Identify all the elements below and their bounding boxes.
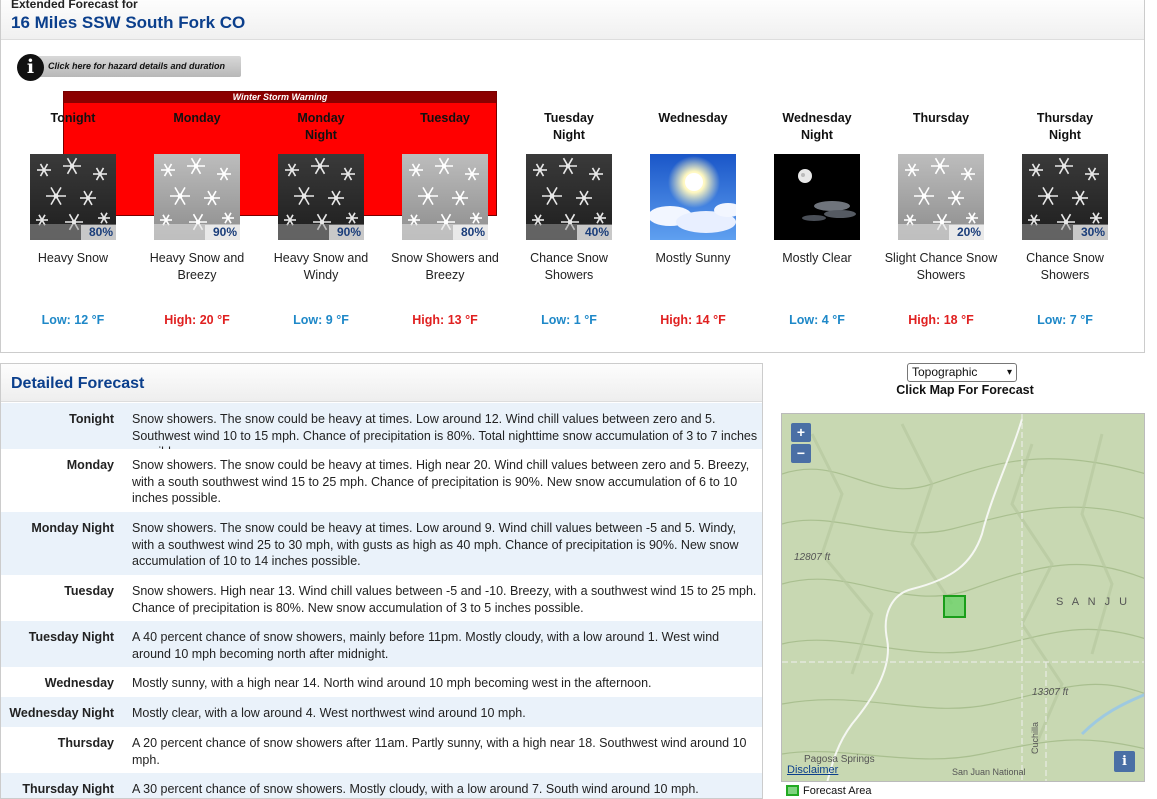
forest-label: San Juan National [952,767,1026,777]
side-label: Cuchilla [1030,721,1040,754]
detailed-forecast-header [1,364,762,402]
detailed-forecast-row [1,773,762,799]
detailed-forecast-row [1,575,762,621]
map-info-button[interactable]: i [1114,751,1135,772]
period-name: Wednesday Night [782,111,852,142]
period-temperature: High: 20 °F [164,313,230,327]
warning-label[interactable]: Winter Storm Warning [64,92,496,103]
period-name: Monday [173,111,221,125]
row-period-label: Wednesday [44,676,114,690]
forecast-area-swatch [786,785,799,796]
info-icon[interactable]: i [17,54,44,81]
peak-label: 13307 ft [1032,687,1069,698]
forecast-period[interactable] [1003,110,1127,327]
row-period-label: Monday [66,458,114,472]
row-forecast-text: Snow showers. The snow could be heavy at times. Low around 12. Wind chill values between zero and 5. Southwest wind 10 to 15 mph. Chance of precipitation is 80%. Total nighttime snow accumulation of 3 to 7 inches [132,412,758,443]
mostly-clear-night-icon[interactable] [774,154,860,240]
forecast-period[interactable] [259,110,383,327]
row-period-label: Thursday [57,736,114,750]
forecast-period[interactable] [879,110,1003,327]
period-short-forecast: Heavy Snow and Breezy [149,251,245,282]
precip-chance: 90% [329,225,364,240]
detailed-forecast-row [1,512,762,575]
forecast-header [1,0,1144,40]
row-forecast-text: Mostly sunny, with a high near 14. North wind around 10 mph becoming west in the afternoon. [132,676,652,690]
period-temperature: High: 18 °F [908,313,974,327]
row-forecast-text: A 30 percent chance of snow showers. Mostly cloudy, with a low around 7. South wind around 10 mph. [132,782,699,796]
precip-chance: 30% [1073,225,1108,240]
row-forecast-text: Snow showers. The snow could be heavy at times. High near 20. Wind chill values between zero and 5. Breezy, with a south southwest wind 15 to 25 mph. Chance of precipitation is 90%. New snow accumulation of 6 to 10 inches possible. [132,458,750,505]
forecast-period[interactable] [631,110,755,327]
day-snow-icon[interactable] [402,154,488,240]
period-name: Thursday [912,111,970,125]
period-temperature: High: 13 °F [412,313,478,327]
row-period-label: Monday Night [31,521,114,535]
row-forecast-text: A 20 percent chance of snow showers after 11am. Partly sunny, with a high near 18. Southwest wind around 10 mph. [132,736,747,767]
detailed-forecast-row [1,727,762,773]
period-temperature: High: 14 °F [660,313,726,327]
period-name: Monday Night [297,111,345,142]
detailed-forecast-row [1,621,762,667]
period-short-forecast: Mostly Clear [782,251,852,265]
period-name: Tuesday Night [544,111,594,142]
precip-chance: 20% [949,225,984,240]
row-period-label: Thursday Night [22,782,114,796]
row-forecast-text: Mostly clear, with a low around 4. West northwest wind around 10 mph. [132,706,526,720]
hazard-button-label[interactable]: Click here for hazard details and duration [48,61,226,71]
period-name: Tonight [50,111,96,125]
chevron-down-icon[interactable]: ▾ [1006,367,1012,378]
hazard-details-button[interactable] [17,54,241,80]
row-forecast-text: Snow showers. High near 13. Wind chill values between -5 and -10. Breezy, with a southwest wind 15 to 25 mph. Chance of precipitation is 80%. New snow accumulation of 3 to 5 inches possible. [132,584,757,615]
precip-chance: 90% [205,225,240,240]
period-temperature: Low: 12 °F [41,313,105,327]
period-name: Tuesday [420,111,470,125]
row-period-label: Tuesday [64,584,114,598]
detailed-forecast-row [1,697,762,727]
forecast-map[interactable] [781,413,1145,782]
period-short-forecast: Snow Showers and Breezy [391,251,499,282]
period-temperature: Low: 9 °F [293,313,349,327]
period-short-forecast: Heavy Snow and Windy [273,251,369,282]
precip-chance: 80% [453,225,488,240]
detailed-forecast-row [1,403,762,449]
range-label: S A N J U [1056,596,1131,608]
night-snow-icon[interactable] [526,154,612,240]
day-snow-icon[interactable] [154,154,240,240]
period-short-forecast: Mostly Sunny [655,251,731,265]
period-name: Wednesday [658,111,728,125]
map-type-select[interactable] [907,363,1017,382]
row-forecast-text: A 40 percent chance of snow showers, mainly before 11pm. Mostly cloudy, with a low around 1. West wind around 10 mph becoming north after midnight. [132,630,720,661]
forecast-period[interactable] [11,110,135,327]
town-label: Pagosa Springs [804,754,875,765]
detailed-forecast-row [1,449,762,512]
extended-forecast-panel [0,0,1145,353]
period-temperature: Low: 1 °F [541,313,597,327]
forecast-period[interactable] [755,110,879,327]
disclaimer-link[interactable]: Disclaimer [787,764,839,776]
zoom-in-button[interactable]: + [791,423,811,442]
night-snow-icon[interactable] [278,154,364,240]
forecast-location: 16 Miles SSW South Fork CO [11,13,246,32]
detailed-forecast-row [1,667,762,697]
forecast-period[interactable] [135,110,259,327]
night-snow-icon[interactable] [30,154,116,240]
day-snow-icon[interactable] [898,154,984,240]
forecast-period[interactable] [383,110,507,327]
row-period-label: Wednesday Night [9,706,114,720]
forecast-period[interactable] [507,110,631,327]
period-short-forecast: Chance Snow Showers [530,251,608,282]
row-period-label: Tonight [69,412,114,426]
period-name: Thursday Night [1036,111,1094,142]
legend-label: Forecast Area [803,785,872,797]
zoom-out-button[interactable]: − [791,444,811,463]
period-short-forecast: Heavy Snow [37,251,109,265]
detailed-forecast-title: Detailed Forecast [11,375,145,392]
forecast-area-marker[interactable] [944,596,965,617]
precip-chance: 40% [577,225,612,240]
period-short-forecast: Chance Snow Showers [1026,251,1104,282]
mostly-sunny-icon[interactable] [650,154,736,240]
forecast-subtitle: Extended Forecast for [11,0,138,11]
detailed-forecast-panel [0,363,763,799]
row-period-label: Tuesday Night [28,630,114,644]
period-temperature: Low: 4 °F [789,313,845,327]
precip-chance: 80% [81,225,116,240]
map-type-value[interactable]: Topographic [912,365,978,379]
peak-label: 12807 ft [794,552,831,563]
row-forecast-text: Snow showers. The snow could be heavy at times. Low around 9. Wind chill values between -5 and 5. Windy, with a southwest wind 25 to 30 mph, with gusts as high as 40 mph. Chance of precipitation is 90%. New snow accumulation of 10 to 14 inches possible. [132,521,739,568]
map-legend [786,785,871,799]
period-temperature: Low: 7 °F [1037,313,1093,327]
map-caption: Click Map For Forecast [896,383,1034,397]
period-short-forecast: Slight Chance Snow Showers [884,251,998,282]
night-snow-icon[interactable] [1022,154,1108,240]
